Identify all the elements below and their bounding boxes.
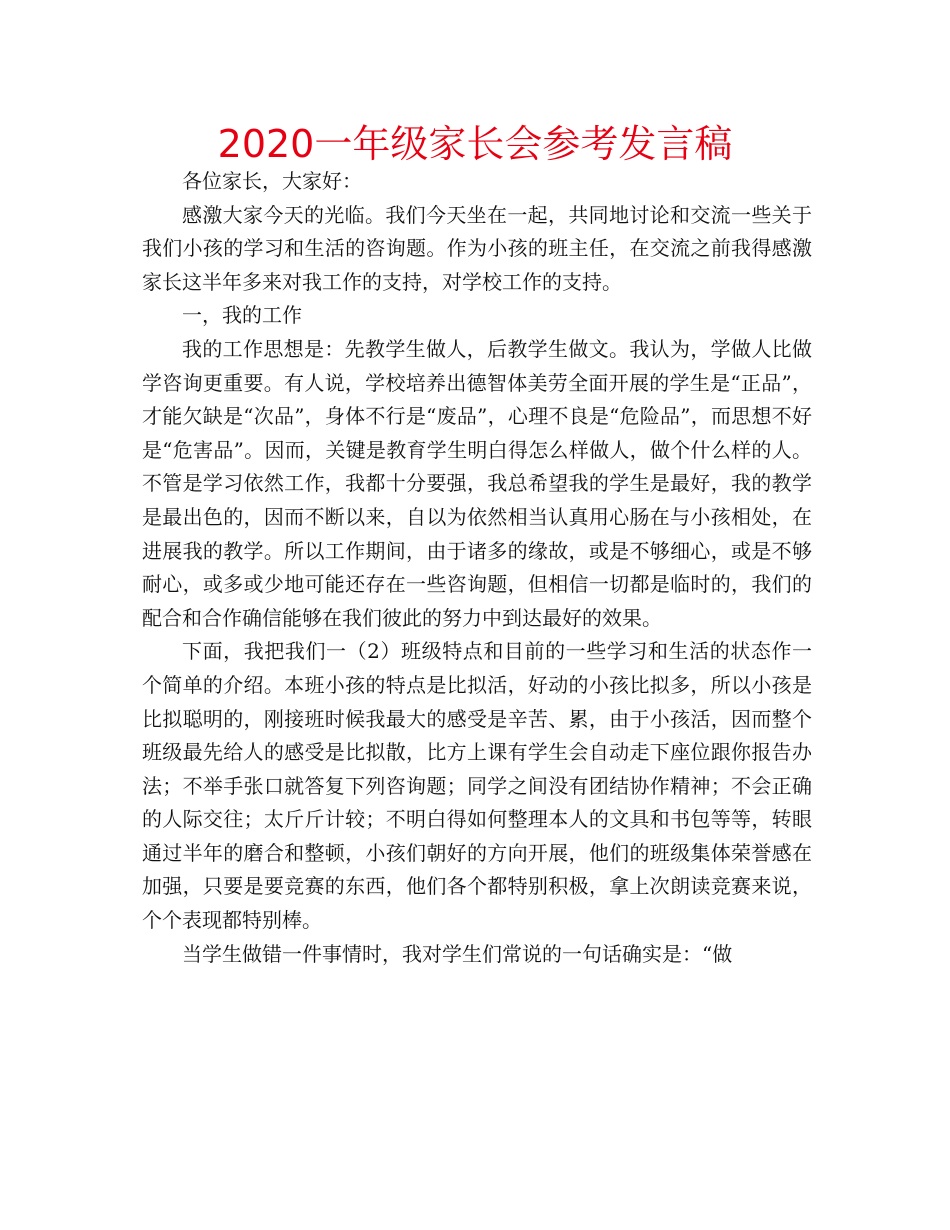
document-title: 2020一年级家长会参考发言稿 <box>217 122 733 166</box>
paragraph-work-philosophy: 我的工作思想是：先教学生做人，后教学生做文。我认为，学做人比做学咨询更重要。有人说，学校培养出德智体美劳全面开展的学生是“正品”，才能欠缺是“次品”，身体不行是“废品”，心理不良是“危险品”，而思想不好是“危害品”。因而，关键是教育学生明白得怎么样做人，做个什么样的人。不管是学习依然工作，我都十分要强，我总希望我的学生是最好，我的教学是最出色的，因而不断以来，自以为依然相当认真用心肠在与小孩相处，在进展我的教学。所以工作期间，由于诸多的缘故，或是不够细心，或是不够耐心，或多或少地可能还存在一些咨询题，但相信一切都是临时的，我们的配合和合作确信能够在我们彼此的努力中到达最好的效果。 <box>142 336 812 630</box>
paragraph-thanks: 感激大家今天的光临。我们今天坐在一起，共同地讨论和交流一些关于我们小孩的学习和生活的咨询题。作为小孩的班主任，在交流之前我得感激家长这半年多来对我工作的支持，对学校工作的支持。 <box>142 202 812 294</box>
document-body <box>142 165 812 971</box>
paragraph-class-introduction: 下面，我把我们一（2）班级特点和目前的一些学习和生活的状态作一个简单的介绍。本班小孩的特点是比拟活，好动的小孩比拟多，所以小孩是比拟聪明的，刚接班时候我最大的感受是辛苦、累，由于小孩活，因而整个班级最先给人的感受是比拟散，比方上课有学生会自动走下座位跟你报告办法；不举手张口就答复下列咨询题；同学之间没有团结协作精神；不会正确的人际交往；太斤斤计较；不明白得如何整理本人的文具和书包等等，转眼通过半年的磨合和整顿，小孩们朝好的方向开展，他们的班级集体荣誉感在加强，只要是要竞赛的东西，他们各个都特别积极，拿上次朗读竞赛来说，个个表现都特别棒。 <box>142 639 812 933</box>
section-heading-my-work: 一，我的工作 <box>182 303 302 328</box>
paragraph-mistakes: 当学生做错一件事情时，我对学生们常说的一句话确实是：“做 <box>182 941 733 966</box>
paragraph-greeting: 各位家长，大家好： <box>182 169 362 193</box>
